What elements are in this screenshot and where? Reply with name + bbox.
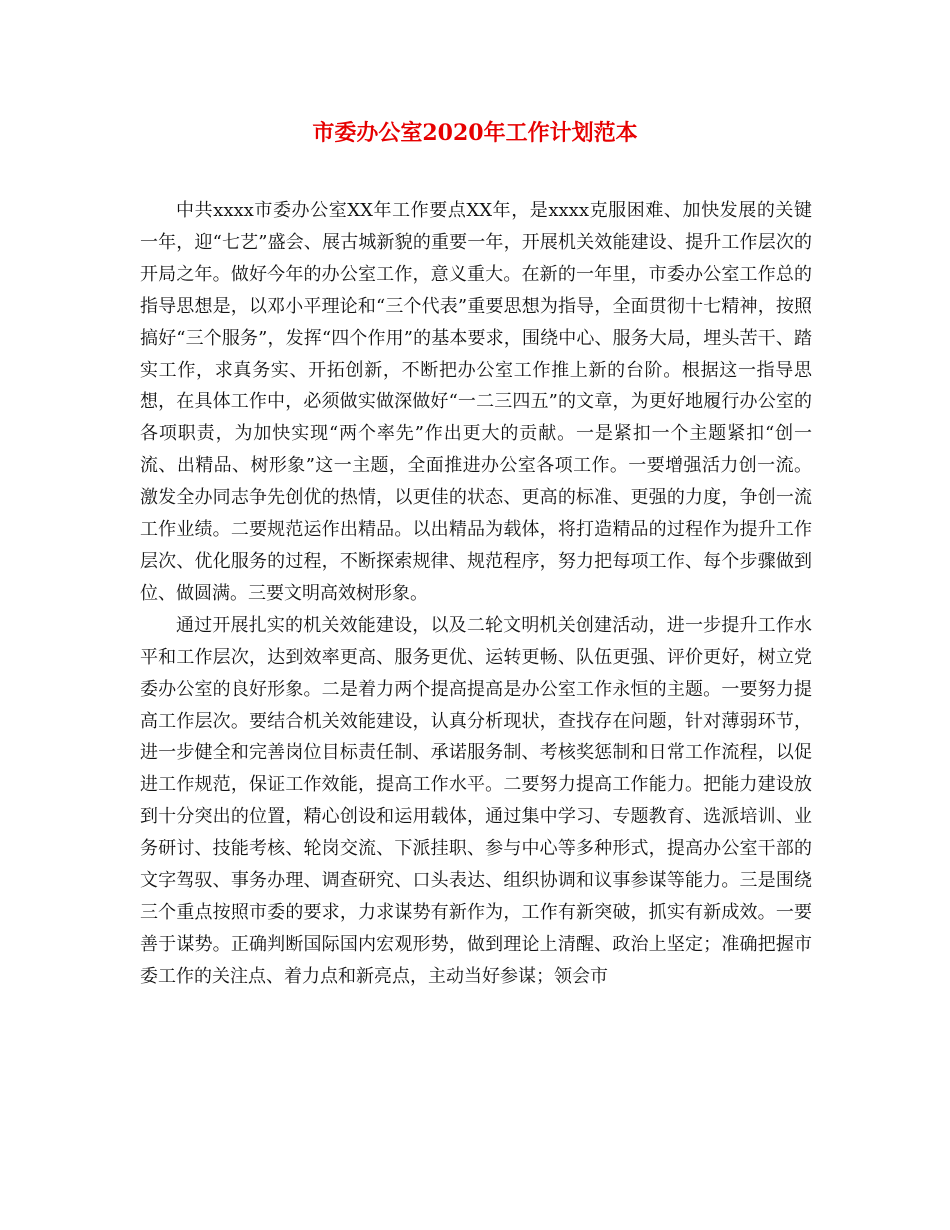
document-body (140, 195, 812, 993)
document-title: 市委办公室2020年工作计划范本 (312, 120, 638, 146)
paragraph: 通过开展扎实的机关效能建设，以及二轮文明机关创建活动，进一步提升工作水平和工作层次，达到效率更高、服务更优、运转更畅、队伍更强、评价更好，树立党委办公室的良好形象。二是着力两个提高提高是办公室工作永恒的主题。一要努力提高工作层次。要结合机关效能建设，认真分析现状，查找存在问题，针对薄弱环节，进一步健全和完善岗位目标责任制、承诺服务制、考核奖惩制和日常工作流程，以促进工作规范，保证工作效能，提高工作水平。二要努力提高工作能力。把能力建设放到十分突出的位置，精心创设和运用载体，通过集中学习、专题教育、选派培训、业务研讨、技能考核、轮岗交流、下派挂职、参与中心等多种形式，提高办公室干部的文字驾驭、事务办理、调查研究、口头表达、组织协调和议事参谋等能力。三是围绕三个重点按照市委的要求，力求谋势有新作为，工作有新突破，抓实有新成效。一要善于谋势。正确判断国际国内宏观形势，做到理论上清醒、政治上坚定；准确把握市委工作的关注点、着力点和新亮点，主动当好参谋；领会市 (140, 614, 812, 987)
paragraph: 中共xxxx市委办公室XX年工作要点XX年，是xxxx克服困难、加快发展的关键一年，迎“七艺”盛会、展古城新貌的重要一年，开展机关效能建设、提升工作层次的开局之年。做好今年的办公室工作，意义重大。在新的一年里，市委办公室工作总的指导思想是，以邓小平理论和“三个代表”重要思想为指导，全面贯彻十七精神，按照搞好“三个服务”，发挥“四个作用”的基本要求，围绕中心、服务大局，埋头苦干、踏实工作，求真务实、开拓创新，不断把办公室工作推上新的台阶。根据这一指导思想，在具体工作中，必须做实做深做好“一二三四五”的文章，为更好地履行办公室的各项职责，为加快实现“两个率先”作出更大的贡献。一是紧扣一个主题紧扣“创一流、出精品、树形象”这一主题，全面推进办公室各项工作。一要增强活力创一流。激发全办同志争先创优的热情，以更佳的状态、更高的标准、更强的力度，争创一流工作业绩。二要规范运作出精品。以出精品为载体，将打造精品的过程作为提升工作层次、优化服务的过程，不断探索规律、规范程序，努力把每项工作、每个步骤做到位、做圆满。三要文明高效树形象。 (140, 200, 812, 604)
